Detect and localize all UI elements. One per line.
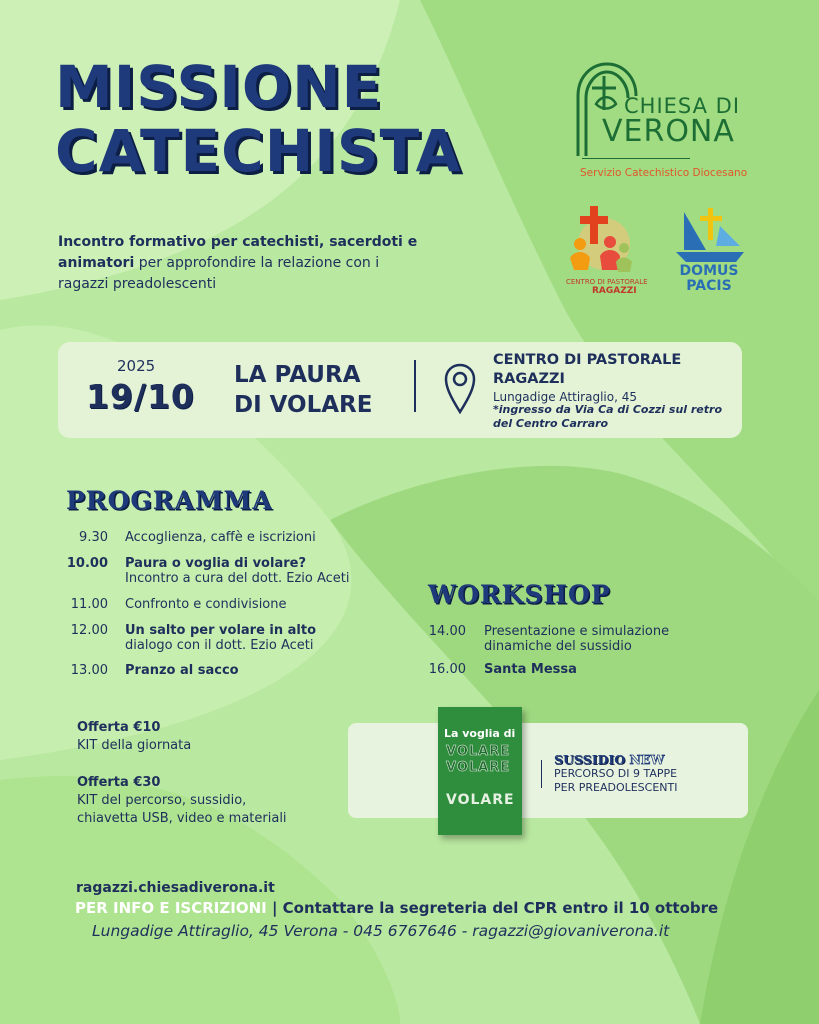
sussidio-box (348, 723, 748, 818)
logo-chiesa-di: CHIESA DI (624, 94, 741, 118)
page-title (55, 55, 462, 183)
intro-text (58, 232, 418, 295)
footer-address: Lungadige Attiraglio, 45 Verona - 045 6767646 - ragazzi@giovaniverona.it (92, 922, 670, 940)
cpr-logo-line2: RAGAZZI (592, 286, 637, 296)
chiesa-di-verona-logo (572, 60, 772, 185)
info-separator: | (266, 899, 283, 917)
logo-divider (582, 158, 690, 159)
programma-desc-2: dialogo con il dott. Ezio Aceti (125, 638, 314, 653)
workshop-desc: Santa Messa (484, 662, 577, 677)
book-title-line1: La voglia di (444, 727, 516, 740)
workshop-time: 14.00 (428, 624, 466, 639)
info-text: Contattare la segreteria del CPR entro il 10 ottobre (282, 899, 719, 917)
programma-time: 13.00 (70, 663, 108, 678)
workshop-list (416, 624, 716, 684)
ship-cross-icon (674, 206, 746, 266)
pacis-text: PACIS (686, 278, 732, 294)
intro-rest: per approfondire la relazione con i ragazzi preadolescenti (58, 255, 380, 292)
workshop-heading: WORKSHOP (428, 580, 611, 609)
sussidio-heading (554, 752, 665, 767)
intro-bold: Incontro formativo per catechisti, sacerdoti e animatori (58, 234, 418, 271)
domus-text: DOMUS (679, 263, 739, 279)
sussidio-divider (541, 760, 542, 788)
programma-heading: PROGRAMMA (66, 486, 273, 515)
sussidio-line1: PERCORSO DI 9 TAPPE (554, 767, 678, 780)
offer-desc: KIT del percorso, sussidio, (77, 793, 247, 808)
book-title-line2: VOLARE (446, 792, 515, 808)
offer-desc-2: chiavetta USB, video e materiali (77, 811, 287, 826)
programma-desc: Confronto e condivisione (125, 597, 287, 612)
venue-address: Lungadige Attiraglio, 45 (493, 390, 637, 404)
programma-desc: Un salto per volare in alto (125, 623, 317, 638)
domus-pacis-logo (674, 206, 746, 298)
programma-time: 12.00 (70, 623, 108, 638)
sussidio-line2: PER PREADOLESCENTI (554, 781, 678, 794)
event-year: 2025 (117, 357, 156, 375)
offer-label: Offerta €10 (77, 720, 161, 735)
title-line-2: CATECHISTA (55, 117, 462, 185)
venue-name: CENTRO DI PASTORALE RAGAZZI (493, 352, 682, 387)
sussidio-book-cover (438, 707, 522, 835)
programma-desc: Pranzo al sacco (125, 663, 239, 678)
website-link[interactable]: ragazzi.chiesadiverona.it (76, 880, 275, 896)
workshop-desc: Presentazione e simulazione (484, 624, 670, 639)
domus-pacis-text (676, 264, 742, 294)
offer-10 (77, 719, 191, 755)
event-date: 19/10 (86, 377, 195, 416)
venue-note: *ingresso da Via Ca di Cozzi sul retro del Centro Carraro (493, 403, 723, 430)
programma-desc-2: Incontro a cura del dott. Ezio Aceti (125, 571, 350, 586)
title-line-1: MISSIONE (55, 53, 383, 121)
logo-subtitle: Servizio Catechistico Diocesano (580, 167, 748, 179)
sussidio-label: SUSSIDIO (554, 752, 626, 767)
cpr-logo (566, 204, 648, 298)
event-title: LA PAURA DI VOLARE (234, 362, 373, 418)
info-divider (414, 360, 416, 412)
new-badge: NEW (629, 752, 665, 767)
contact-line (75, 899, 718, 917)
programma-desc: Paura o voglia di volare? (125, 556, 306, 571)
offer-30 (77, 774, 287, 828)
programma-time: 11.00 (70, 597, 108, 612)
info-label: PER INFO E ISCRIZIONI (75, 899, 267, 917)
cpr-logo-line1: CENTRO DI PASTORALE (566, 278, 648, 286)
offer-desc: KIT della giornata (77, 738, 192, 753)
workshop-desc-2: dinamiche del sussidio (484, 639, 632, 654)
logo-verona: VERONA (602, 114, 735, 149)
sussidio-text (554, 767, 678, 795)
programma-time: 9.30 (79, 530, 108, 545)
programma-desc: Accoglienza, caffè e iscrizioni (125, 530, 316, 545)
programma-list (58, 530, 398, 680)
workshop-time: 16.00 (428, 662, 466, 677)
location-pin-icon (443, 362, 477, 414)
cpr-figures-icon (566, 204, 636, 278)
offer-label: Offerta €30 (77, 775, 161, 790)
book-title-echo: VOLARE VOLARE (446, 744, 511, 775)
programma-time: 10.00 (66, 556, 108, 571)
